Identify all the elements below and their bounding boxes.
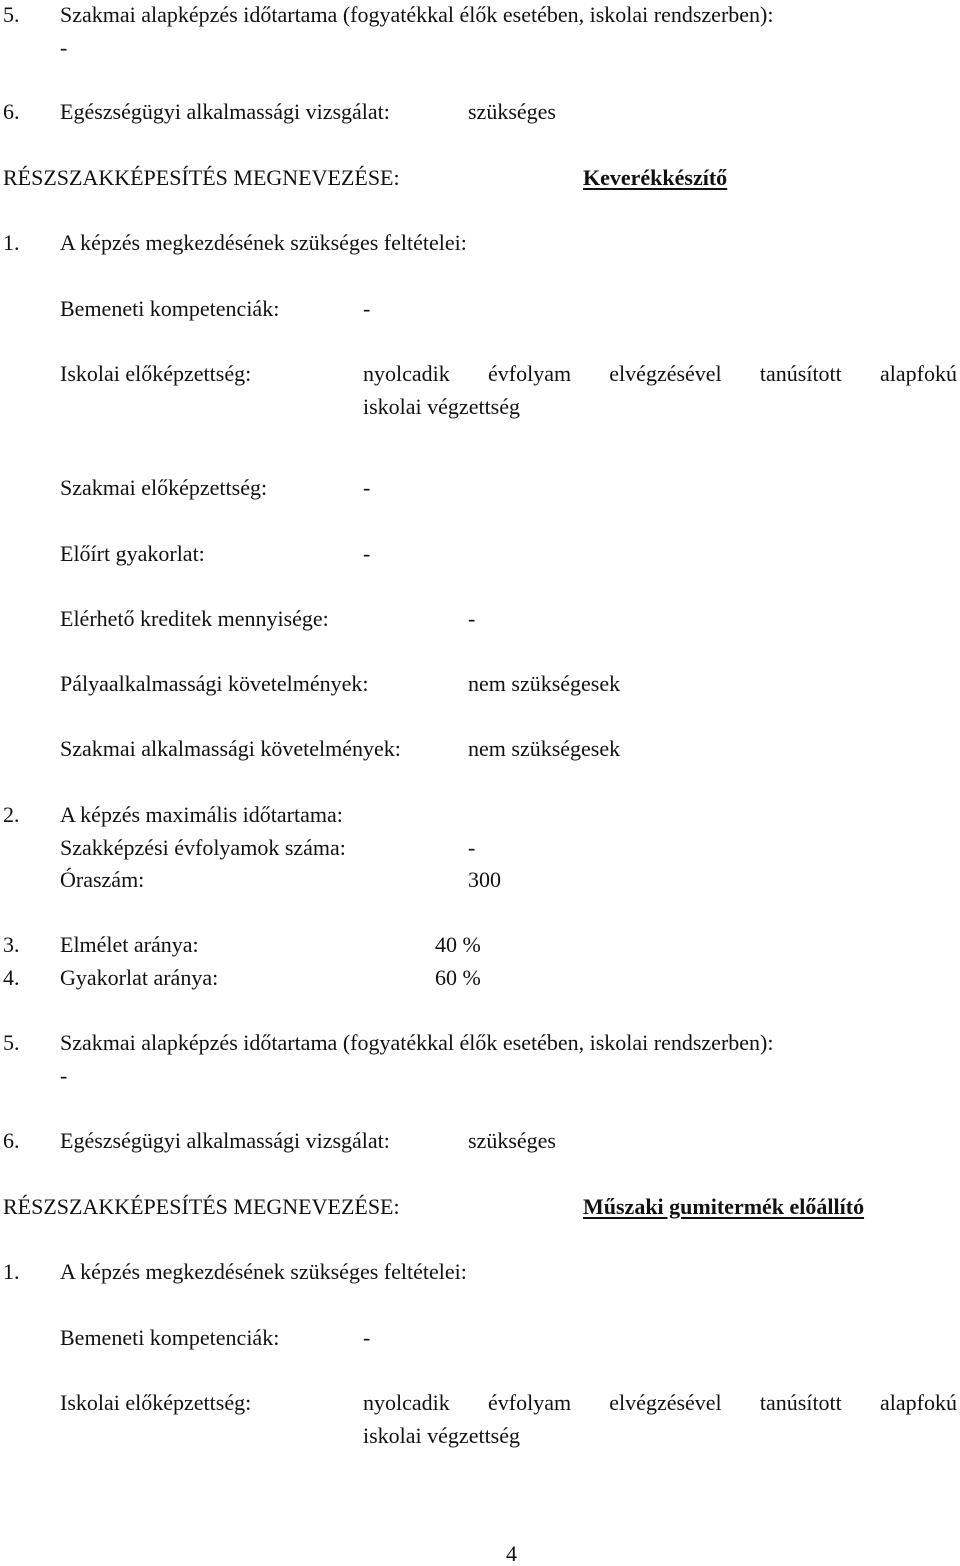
- field-value: -: [363, 1325, 371, 1350]
- item-value: -: [60, 35, 68, 60]
- item-number: 6.: [3, 1128, 20, 1153]
- item-value: szükséges: [468, 1128, 556, 1153]
- word: elvégzésével: [609, 361, 722, 386]
- item-text: Szakmai alapképzés időtartama (fogyatékkal élők esetében, iskolai rendszerben):: [60, 2, 774, 27]
- section-heading-label: RÉSZSZAKKÉPESÍTÉS MEGNEVEZÉSE:: [3, 1194, 400, 1219]
- item-number: 3.: [3, 932, 20, 957]
- word: nyolcadik: [363, 1390, 450, 1415]
- field-value: -: [468, 606, 476, 631]
- item-label: Gyakorlat aránya:: [60, 965, 219, 990]
- section-heading-value: Műszaki gumitermék előállító: [583, 1194, 865, 1219]
- field-value-line2: iskolai végzettség: [363, 1423, 521, 1448]
- word: alapfokú: [880, 1390, 957, 1415]
- item-number: 6.: [3, 99, 20, 124]
- item-number: 4.: [3, 965, 20, 990]
- field-value: -: [468, 835, 476, 860]
- field-label: Iskolai előképzettség:: [60, 361, 252, 386]
- field-label: Iskolai előképzettség:: [60, 1390, 252, 1415]
- field-label: Pályaalkalmassági követelmények:: [60, 671, 369, 696]
- item-number: 5.: [3, 1030, 20, 1055]
- field-label: Bemeneti kompetenciák:: [60, 1325, 280, 1350]
- field-value: nem szükségesek: [468, 736, 621, 761]
- field-value-line2: iskolai végzettség: [363, 394, 521, 419]
- field-value: 300: [468, 867, 501, 892]
- item-number: 2.: [3, 802, 20, 827]
- word: elvégzésével: [609, 1390, 722, 1415]
- item-text: Szakmai alapképzés időtartama (fogyatékkal élők esetében, iskolai rendszerben):: [60, 1030, 774, 1055]
- item-label: Egészségügyi alkalmassági vizsgálat:: [60, 1128, 390, 1153]
- field-value: -: [363, 296, 371, 321]
- item-number: 5.: [3, 2, 20, 27]
- field-label: Előírt gyakorlat:: [60, 541, 205, 566]
- item-label: Elmélet aránya:: [60, 932, 199, 957]
- item-number: 1.: [3, 1259, 20, 1284]
- word: tanúsított: [759, 1390, 842, 1415]
- section-heading-value: Keverékkészítő: [583, 165, 728, 190]
- word: alapfokú: [880, 361, 957, 386]
- page-number: 4: [506, 1541, 517, 1566]
- word: tanúsított: [759, 361, 842, 386]
- item-value: 40 %: [435, 932, 481, 957]
- field-label: Bemeneti kompetenciák:: [60, 296, 280, 321]
- field-label: Elérhető kreditek mennyisége:: [60, 606, 329, 631]
- field-value-justified: [363, 363, 957, 385]
- word: évfolyam: [487, 1390, 572, 1415]
- word: nyolcadik: [363, 361, 450, 386]
- field-label: Szakképzési évfolyamok száma:: [60, 835, 346, 860]
- field-value: -: [363, 475, 371, 500]
- item-number: 1.: [3, 230, 20, 255]
- field-value: nem szükségesek: [468, 671, 621, 696]
- section-heading-label: RÉSZSZAKKÉPESÍTÉS MEGNEVEZÉSE:: [3, 165, 400, 190]
- word: évfolyam: [487, 361, 572, 386]
- field-label: Szakmai előképzettség:: [60, 475, 268, 500]
- item-text: A képzés maximális időtartama:: [60, 802, 343, 827]
- item-value: szükséges: [468, 99, 556, 124]
- item-value: -: [60, 1063, 68, 1088]
- item-label: Egészségügyi alkalmassági vizsgálat:: [60, 99, 390, 124]
- field-value: -: [363, 541, 371, 566]
- item-value: 60 %: [435, 965, 481, 990]
- field-label: Óraszám:: [60, 867, 145, 892]
- field-label: Szakmai alkalmassági követelmények:: [60, 736, 401, 761]
- field-value-justified: [363, 1392, 957, 1414]
- item-text: A képzés megkezdésének szükséges feltételei:: [60, 1259, 467, 1284]
- item-text: A képzés megkezdésének szükséges feltételei:: [60, 230, 467, 255]
